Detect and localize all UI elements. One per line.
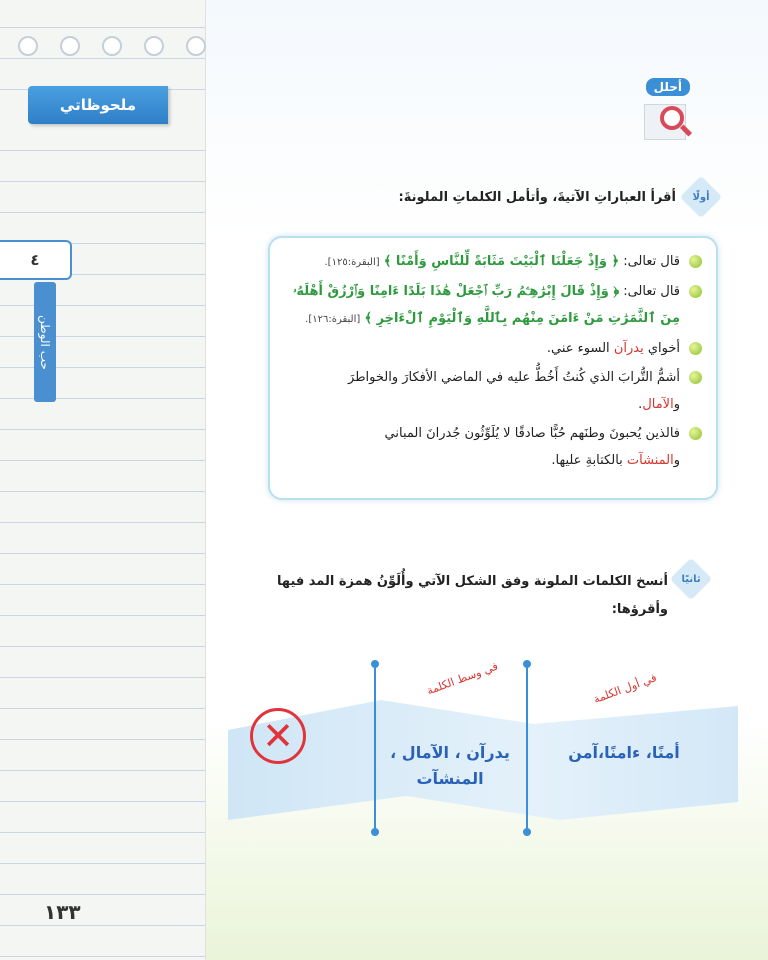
- quote-item: قال تعالى: ﴿ وَإِذْ قَالَ إِبْرَٰهِـۧمُ رَبِّ ٱجْعَلْ هَٰذَا بَلَدًا ءَامِنًا وَٱرْزُقْ أَهْلَهُۥ مِنَ ٱلثَّمَرَٰتِ مَنْ ءَامَنَ مِنْهُم بِٱللَّهِ وَٱلْيَوْمِ ٱلْءَاخِرِ ﴾ [البقرة:١٢٦].: [280, 278, 702, 333]
- quote-item: أخواي يدرآن السوء عني.: [280, 335, 702, 362]
- cross-icon: ✕: [250, 708, 306, 764]
- bullet-icon: [689, 371, 702, 384]
- bullet-icon: [689, 342, 702, 355]
- binder-hole: [60, 36, 80, 56]
- column-text-start: أمنًا، ءامنًا،آمن: [568, 743, 680, 762]
- bullet-icon: [689, 285, 702, 298]
- divider-line: [374, 664, 376, 832]
- bullet-icon: [689, 427, 702, 440]
- notes-sidebar: [0, 0, 206, 960]
- binder-holes: [18, 36, 206, 56]
- column-text-middle: يدرآن ، الآمال ، المنشآت: [390, 743, 510, 788]
- lesson-content: [206, 0, 768, 960]
- notes-title: ملحوظاتي: [28, 86, 168, 124]
- unit-label: حب الوطن: [34, 282, 56, 402]
- quotes-box: [268, 236, 718, 500]
- step1-instruction: أقرأ العباراتِ الآتيةَ، وأتأمل الكلماتِ الملونةَ:: [398, 190, 676, 205]
- analyze-section-icon: [632, 78, 696, 144]
- quote-item: قال تعالى: ﴿ وَإِذْ جَعَلْنَا ٱلْبَيْتَ مَثَابَةً لِّلنَّاسِ وَأَمْنًا ﴾ [البقرة:١٢٥].: [280, 248, 702, 276]
- quote-item: فالذين يُحبونَ وطنَهم حُبًّا صادقًا لا يُلَوِّثُون جُدرانَ المباني والمنشآت بالكتابةِ عليها.: [280, 420, 702, 474]
- step1-badge: أولًا: [680, 176, 722, 218]
- binder-hole: [102, 36, 122, 56]
- binder-hole: [186, 36, 206, 56]
- divider-line: [526, 664, 528, 832]
- quote-item: أشمُّ التُّرابَ الذي كُنتُ أَخُطُّ عليه في الماضي الأفكارَ والخواطرَ والآمال.: [280, 364, 702, 418]
- binder-hole: [144, 36, 164, 56]
- bullet-icon: [689, 255, 702, 268]
- column-head-middle: في وسط الكلمة: [425, 659, 500, 698]
- page-number: ١٣٣: [44, 900, 81, 924]
- hamza-madd-diagram: [228, 640, 738, 840]
- step2-instruction: أنسخ الكلمات الملونة وفق الشكل الآتي وأُلَوِّنُ همزة المد فيها وأقرؤها:: [276, 574, 668, 617]
- step2-badge: ثانيًا: [670, 558, 712, 600]
- analyze-label: أحلل: [646, 78, 690, 96]
- binder-hole: [18, 36, 38, 56]
- column-head-start: في أول الكلمة: [591, 671, 659, 706]
- unit-number: ٤: [0, 240, 72, 280]
